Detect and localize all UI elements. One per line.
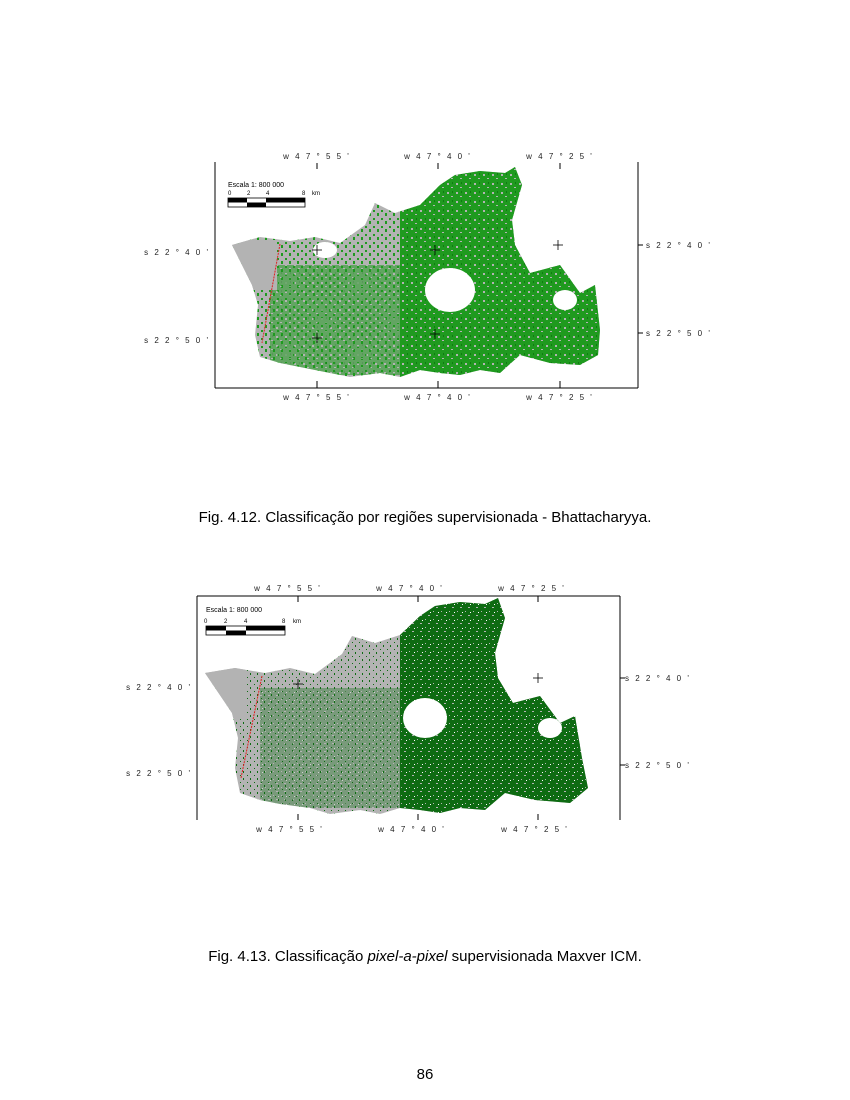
- top-axis: [282, 152, 594, 169]
- bottom-axis: [282, 381, 594, 402]
- scale-tick-2: 2: [224, 619, 228, 625]
- bottom-label-2: w 4 7 ° 4 0 ': [404, 393, 472, 402]
- top-axis: [253, 584, 566, 602]
- scale-tick-4: 4: [266, 191, 270, 197]
- scale-bar: [228, 182, 320, 207]
- bottom-label-1: w 4 7 ° 5 5 ': [256, 825, 324, 834]
- caption-text: Fig. 4.12. Classificação por regiões supervisionada - Bhattacharyya.: [198, 509, 652, 526]
- scale-unit: km: [312, 191, 320, 197]
- right-label-1: s 2 2 ° 4 0 ': [625, 674, 691, 683]
- top-label-3: w 4 7 ° 2 5 ': [498, 584, 566, 593]
- left-label-2: s 2 2 ° 5 0 ': [126, 769, 192, 778]
- map-fig-4-12: [140, 145, 712, 410]
- scale-title: Escala 1: 800 000: [228, 182, 285, 189]
- caption-text-prefix: Fig. 4.13. Classificação: [208, 948, 368, 965]
- left-axis: [144, 248, 210, 345]
- scale-tick-0: 0: [204, 619, 208, 625]
- scale-tick-2: 2: [247, 191, 251, 197]
- bottom-axis: [255, 814, 569, 834]
- top-label-1: w 4 7 ° 5 5 ': [283, 152, 351, 161]
- scale-bar: [204, 607, 301, 635]
- left-label-1: s 2 2 ° 4 0 ': [144, 248, 210, 257]
- right-label-2: s 2 2 ° 5 0 ': [625, 761, 691, 770]
- caption-text-suffix: supervisionada Maxver ICM.: [447, 948, 642, 965]
- top-label-3: w 4 7 ° 2 5 ': [526, 152, 594, 161]
- map-canvas: [140, 145, 712, 410]
- left-axis: [126, 683, 192, 778]
- bottom-label-2: w 4 7 ° 4 0 ': [378, 825, 446, 834]
- bottom-label-3: w 4 7 ° 2 5 ': [526, 393, 594, 402]
- right-label-2: s 2 2 ° 5 0 ': [646, 329, 712, 338]
- left-label-1: s 2 2 ° 4 0 ': [126, 683, 192, 692]
- scale-unit: km: [293, 619, 301, 625]
- scale-tick-8: 8: [302, 191, 306, 197]
- scale-tick-8: 8: [282, 619, 286, 625]
- map-canvas: [120, 578, 700, 843]
- scale-tick-4: 4: [244, 619, 248, 625]
- map-fig-4-13: [120, 578, 700, 843]
- page-number: 86: [416, 1066, 434, 1083]
- right-label-1: s 2 2 ° 4 0 ': [646, 241, 712, 250]
- left-label-2: s 2 2 ° 5 0 ': [144, 336, 210, 345]
- bottom-label-1: w 4 7 ° 5 5 ': [283, 393, 351, 402]
- scale-title: Escala 1: 800 000: [206, 607, 263, 614]
- top-label-2: w 4 7 ° 4 0 ': [404, 152, 472, 161]
- scale-tick-0: 0: [228, 191, 232, 197]
- figure-caption-4-13: [0, 948, 850, 965]
- right-axis: [638, 241, 712, 338]
- right-axis: [620, 674, 691, 770]
- top-label-2: w 4 7 ° 4 0 ': [376, 584, 444, 593]
- caption-text-italic: pixel-a-pixel: [367, 948, 448, 965]
- figure-caption-4-12: [0, 509, 850, 526]
- bottom-label-3: w 4 7 ° 2 5 ': [501, 825, 569, 834]
- top-label-1: w 4 7 ° 5 5 ': [254, 584, 322, 593]
